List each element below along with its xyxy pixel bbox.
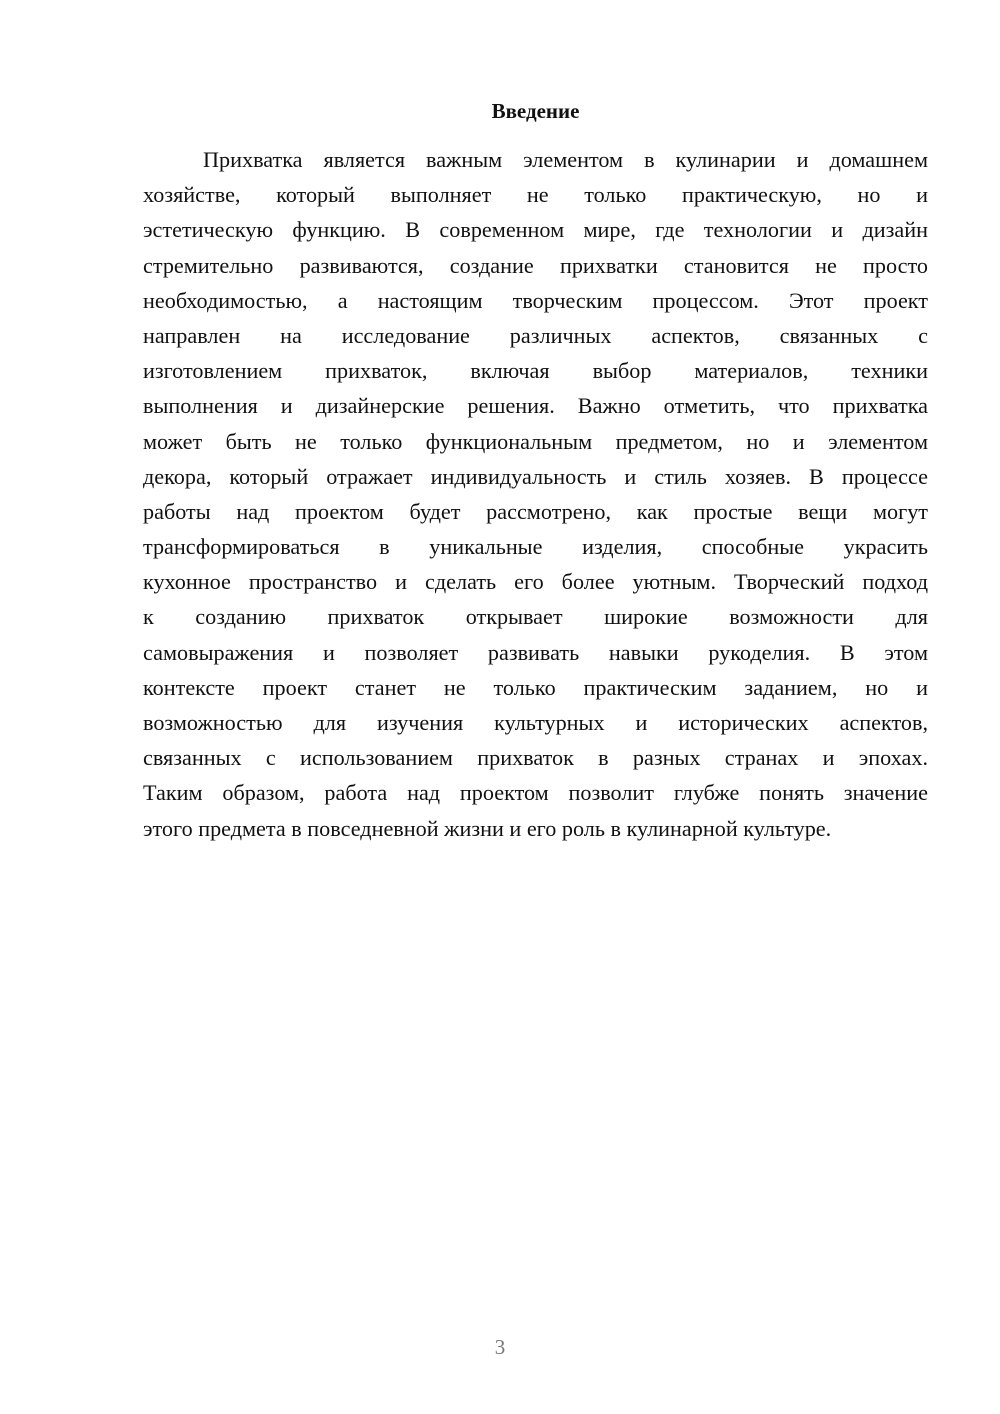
paragraph-line: необходимостью, а настоящим творческим процессом. Этот проект — [143, 287, 928, 313]
paragraph-line: контексте проект станет не только практическим заданием, но и — [143, 674, 928, 700]
paragraph-line: этого предмета в повседневной жизни и его роль в кулинарной культуре. — [143, 815, 832, 841]
paragraph-line: возможностью для изучения культурных и исторических аспектов, — [143, 710, 928, 735]
paragraph-line: к созданию прихваток открывает широкие возможности для — [143, 604, 928, 630]
paragraph-line: направлен на исследование различных аспектов, связанных с — [143, 322, 928, 348]
paragraph-line: трансформироваться в уникальные изделия, способные украсить — [143, 534, 928, 560]
introduction-paragraph — [143, 142, 928, 846]
paragraph-line: работы над проектом будет рассмотрено, как простые вещи могут — [143, 498, 928, 524]
paragraph-line: Прихватка является важным элементом в кулинарии и домашнем — [203, 147, 928, 172]
paragraph-line: самовыражения и позволяет развивать навыки рукоделия. В этом — [143, 639, 928, 665]
paragraph-line: эстетическую функцию. В современном мире, где технологии и дизайн — [143, 217, 928, 243]
page-number: 3 — [494, 1335, 506, 1359]
paragraph-line: может быть не только функциональным предметом, но и элементом — [143, 428, 928, 454]
paragraph-line: связанных с использованием прихваток в разных странах и эпохах. — [143, 745, 928, 771]
paragraph-line: Таким образом, работа над проектом позволит глубже понять значение — [143, 780, 928, 806]
section-heading: Введение — [491, 99, 580, 123]
paragraph-line: хозяйстве, который выполняет не только практическую, но и — [143, 182, 928, 208]
paragraph-line: выполнения и дизайнерские решения. Важно отметить, что прихватка — [143, 393, 928, 419]
paragraph-line: изготовлением прихваток, включая выбор материалов, техники — [143, 358, 928, 384]
paragraph-line: декора, который отражает индивидуальность и стиль хозяев. В процессе — [143, 463, 928, 489]
paragraph-line: кухонное пространство и сделать его более уютным. Творческий подход — [143, 569, 928, 595]
paragraph-line: стремительно развиваются, создание прихватки становится не просто — [143, 252, 928, 278]
